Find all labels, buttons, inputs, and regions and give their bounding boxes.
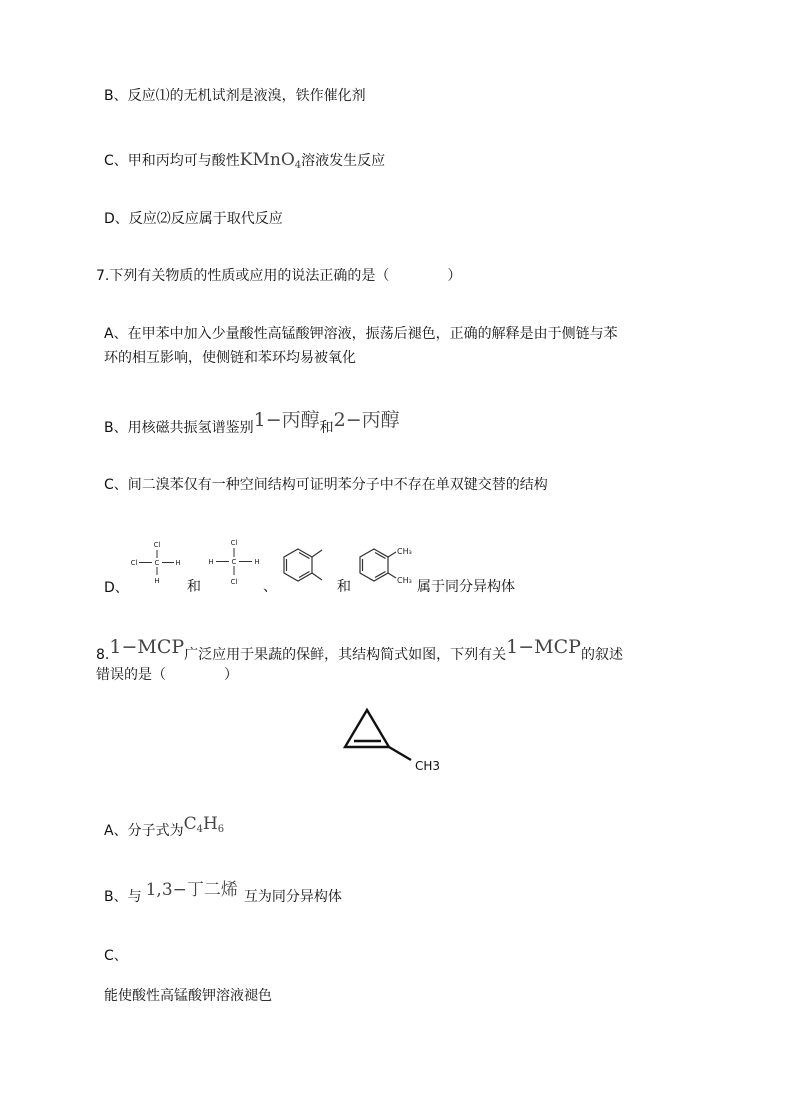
ortho-xylene-structure-1 xyxy=(276,541,338,587)
option-label: A、 xyxy=(104,823,128,839)
option-label: B、 xyxy=(104,420,128,436)
q8-stem-line1: 8.1−MCP广泛应用于果蔬的保鲜，其结构简式如图，下列有关1−MCP的叙述 xyxy=(96,636,623,663)
methyl-label: CH₃ xyxy=(397,576,412,585)
methyl-label: CH₃ xyxy=(397,547,412,556)
molecular-formula: $C_4H_6$ xyxy=(183,814,225,835)
option-label: B、 xyxy=(104,88,128,104)
option-label: C、 xyxy=(104,153,128,169)
q8-stem-line2: 错误的是（ ） xyxy=(96,667,238,683)
q7-stem: 7.下列有关物质的性质或应用的说法正确的是（ ） xyxy=(96,268,462,284)
option-text-cont: 环的相互影响，使侧链和苯环均易被氧化 xyxy=(104,350,356,366)
methyl-label: CH3 xyxy=(415,759,441,773)
option-text: 分子式为 xyxy=(127,823,184,839)
mcp-name: 1−MCP xyxy=(506,636,581,658)
propanol-1: 1−丙醇 xyxy=(253,409,320,431)
question-stem: 7.下列有关物质的性质或应用的说法正确的是（ xyxy=(96,268,390,284)
atom-cl: Cl xyxy=(230,539,238,547)
q8-option-b: B、与 1,3−丁二烯 互为同分异构体 xyxy=(104,880,342,905)
option-text: 与 xyxy=(127,889,142,905)
separator-text: 、 xyxy=(263,579,277,595)
propanol-2: 2−丙醇 xyxy=(333,409,400,431)
q6-option-c xyxy=(104,150,385,176)
and-text-2: 和 xyxy=(337,579,351,595)
option-text: 反应⑵反应属于取代反应 xyxy=(128,211,283,227)
q8-option-c-label: C、 xyxy=(104,948,128,964)
atom-h: H xyxy=(254,558,260,566)
q7-option-b: B、用核磁共振氢谱鉴别1−丙醇和2−丙醇 xyxy=(104,409,400,436)
and-text-1: 和 xyxy=(187,579,201,595)
option-text: 间二溴苯仅有一种空间结构可证明苯分子中不存在单双键交替的结构 xyxy=(127,477,548,493)
atom-cl: Cl xyxy=(230,578,238,586)
dichloromethane-structure-1 xyxy=(128,539,184,585)
option-text: 甲和丙均可与酸性 xyxy=(127,153,240,169)
atom-h: H xyxy=(208,558,214,566)
atom-cl: Cl xyxy=(153,541,161,549)
dichloromethane-structure-2 xyxy=(206,536,262,588)
question-stem: 广泛应用于果蔬的保鲜，其结构简式如图，下列有关 xyxy=(184,647,507,663)
option-text: 反应⑴的无机试剂是液溴，铁作催化剂 xyxy=(127,88,366,104)
methylcyclopropene-structure xyxy=(335,700,455,780)
q7-option-a-line2 xyxy=(104,348,356,368)
atom-cl: Cl xyxy=(130,559,138,567)
q7-option-d-label: D、 xyxy=(104,580,129,596)
option-label: B、 xyxy=(104,889,128,905)
mcp-name: 1−MCP xyxy=(109,636,185,658)
kmno4-formula: KMnO$_4$ xyxy=(239,150,302,171)
q7-option-a-line1 xyxy=(104,324,618,344)
option-text: 用核磁共振氢谱鉴别 xyxy=(127,420,254,436)
q8-option-a xyxy=(104,814,225,846)
isomer-text: 属于同分异构体 xyxy=(417,579,515,595)
option-text: 在甲苯中加入少量酸性高锰酸钾溶液，振荡后褪色，正确的解释是由于侧链与苯 xyxy=(127,326,618,342)
option-label: C、 xyxy=(104,477,128,493)
option-label: D、 xyxy=(104,211,129,227)
q6-option-b xyxy=(104,86,366,106)
atom-c: C xyxy=(231,558,237,566)
q8-option-c-text: 能使酸性高锰酸钾溶液褪色 xyxy=(104,988,272,1004)
atom-h: H xyxy=(154,577,160,585)
option-text-end: 溶液发生反应 xyxy=(301,153,386,169)
ortho-xylene-structure-2 xyxy=(352,541,416,589)
q6-option-d xyxy=(104,209,283,229)
butadiene-name: 1,3−丁二烯 xyxy=(145,880,238,900)
atom-c: C xyxy=(154,559,160,567)
option-label: A、 xyxy=(104,326,128,342)
atom-h: H xyxy=(175,559,181,567)
q7-option-c xyxy=(104,475,548,495)
